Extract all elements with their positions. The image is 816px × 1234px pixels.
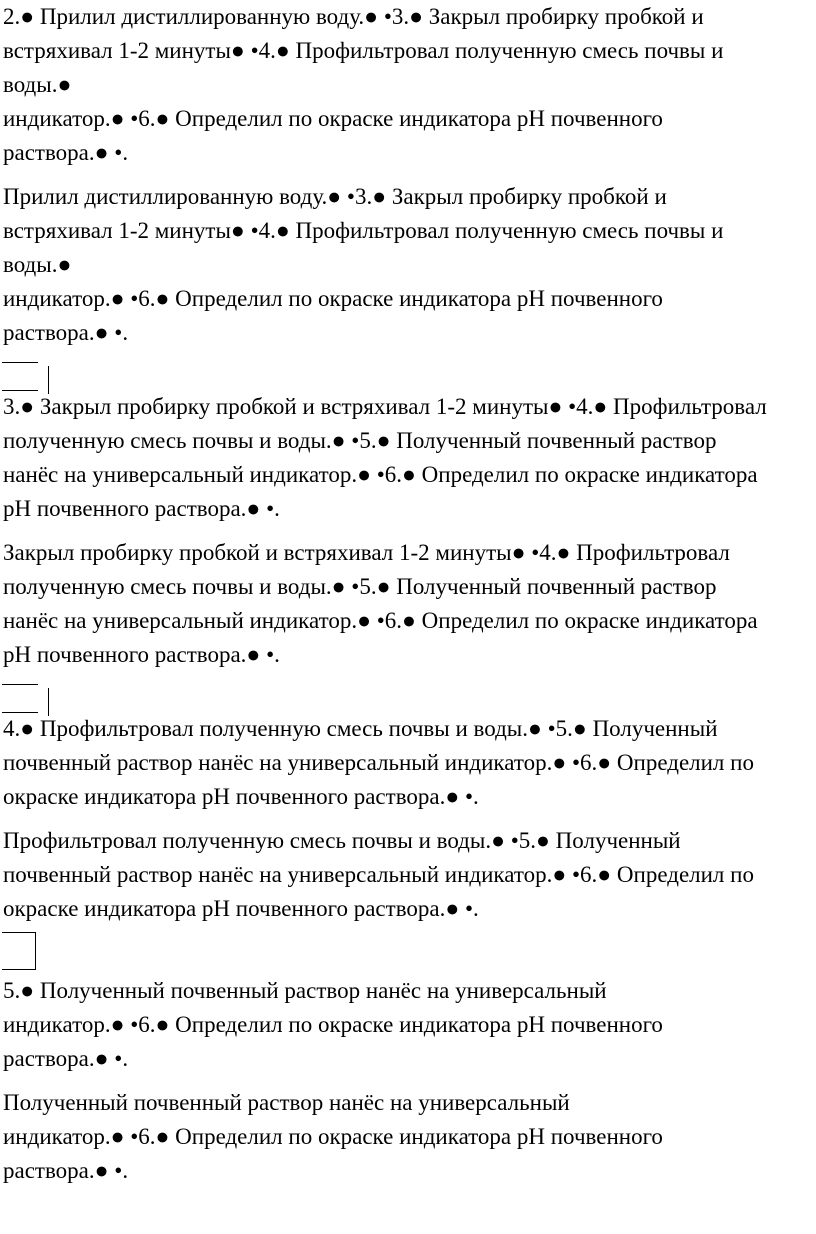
step-2-paragraph-repeat: Прилил дистиллированную воду.● •3.● Закрыл пробирку пробкой и встряхивал 1-2 минуты● •4.● Профильтровал полученную смесь почвы и воды.● индикатор.● •6.● Определил по окраске индикатора pH почвенного раствора.● •. <box>3 184 724 345</box>
divider-line <box>2 362 38 363</box>
box-artifact <box>0 926 60 974</box>
paragraph-spacer <box>0 1076 816 1086</box>
step-3-paragraph: 3.● Закрыл пробирку пробкой и встряхивал 1-2 минуты● •4.● Профильтровал полученную смесь почвы и воды.● •5.● Полученный почвенный раствор нанёс на универсальный индикатор.● •6.● Определил по окраске индикатора pH почвенного раствора.● •. <box>3 394 767 521</box>
divider-line <box>48 366 49 394</box>
box-outline <box>2 932 36 970</box>
line-artifact <box>0 672 60 712</box>
step-2-paragraph: 2.● Прилил дистиллированную воду.● •3.● Закрыл пробирку пробкой и встряхивал 1-2 минуты● •4.● Профильтровал полученную смесь почвы и воды.● индикатор.● •6.● Определил по окраске индикатора pH почвенного раствора.● •. <box>3 4 724 165</box>
step-5-paragraph-repeat: Полученный почвенный раствор нанёс на универсальный индикатор.● •6.● Определил по окраске индикатора pH почвенного раствора.● •. <box>3 1090 663 1183</box>
paragraph-spacer <box>0 814 816 824</box>
divider-line <box>48 688 49 716</box>
step-4-paragraph-repeat: Профильтровал полученную смесь почвы и воды.● •5.● Полученный почвенный раствор нанёс на универсальный индикатор.● •6.● Определил по окраске индикатора pH почвенного раствора.● •. <box>3 828 754 921</box>
paragraph-spacer <box>0 526 816 536</box>
step-3-paragraph-repeat: Закрыл пробирку пробкой и встряхивал 1-2 минуты● •4.● Профильтровал полученную смесь почвы и воды.● •5.● Полученный почвенный раствор нанёс на универсальный индикатор.● •6.● Определил по окраске индикатора pH почвенного раствора.● •. <box>3 540 758 667</box>
step-5-paragraph: 5.● Полученный почвенный раствор нанёс на универсальный индикатор.● •6.● Определил по окраске индикатора pH почвенного раствора.● •. <box>3 978 663 1071</box>
divider-line <box>2 712 38 713</box>
divider-line <box>2 390 38 391</box>
line-artifact <box>0 350 60 390</box>
step-4-paragraph: 4.● Профильтровал полученную смесь почвы и воды.● •5.● Полученный почвенный раствор нанёс на универсальный индикатор.● •6.● Определил по окраске индикатора pH почвенного раствора.● •. <box>3 716 754 809</box>
divider-line <box>2 684 38 685</box>
paragraph-spacer <box>0 170 816 180</box>
